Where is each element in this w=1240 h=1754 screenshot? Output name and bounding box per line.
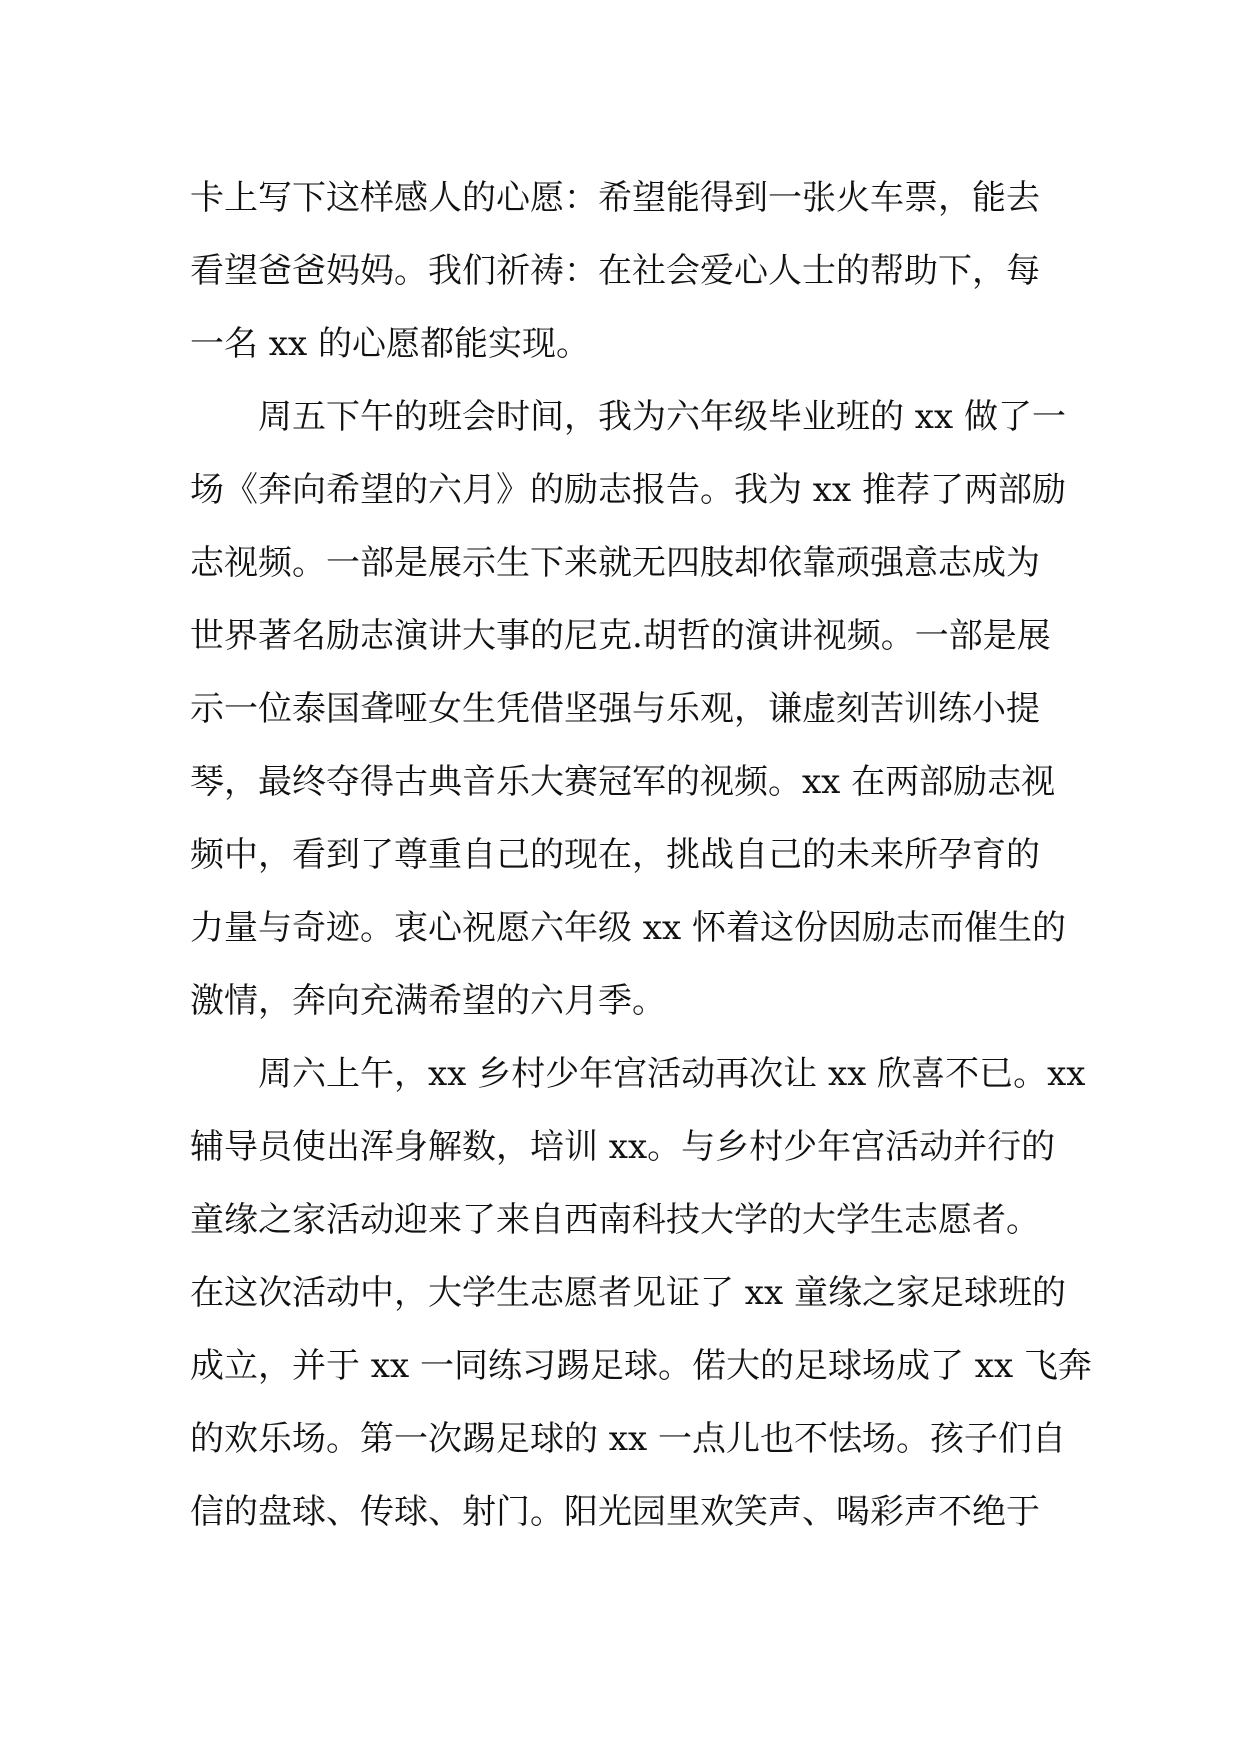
text-line: 频中，看到了尊重自己的现在，挑战自己的未来所孕育的 [190,835,1040,875]
text-line: 世界著名励志演讲大事的尼克.胡哲的演讲视频。一部是展 [190,616,1051,656]
body-text [190,162,1092,1549]
text-line: 一名 xx 的心愿都能实现。 [190,324,590,364]
text-line: 周六上午，xx 乡村少年宫活动再次让 xx 欣喜不已。xx [190,1054,1086,1094]
text-line: 琴，最终夺得古典音乐大赛冠军的视频。xx 在两部励志视 [190,762,1056,802]
text-line: 激情，奔向充满希望的六月季。 [190,981,666,1021]
text-line: 在这次活动中，大学生志愿者见证了 xx 童缘之家足球班的 [190,1273,1066,1313]
text-line: 示一位泰国聋哑女生凭借坚强与乐观，谦虚刻苦训练小提 [190,689,1040,729]
text-line: 力量与奇迹。衷心祝愿六年级 xx 怀着这份因励志而催生的 [190,908,1066,948]
text-line: 辅导员使出浑身解数，培训 xx。与乡村少年宫活动并行的 [190,1127,1056,1167]
text-line: 信的盘球、传球、射门。阳光园里欢笑声、喝彩声不绝于 [190,1492,1040,1532]
text-line: 志视频。一部是展示生下来就无四肢却依靠顽强意志成为 [190,543,1040,583]
text-line: 的欢乐场。第一次踢足球的 xx 一点儿也不怯场。孩子们自 [190,1419,1066,1459]
text-line: 场《奔向希望的六月》的励志报告。我为 xx 推荐了两部励 [190,470,1066,510]
text-line: 周五下午的班会时间，我为六年级毕业班的 xx 做了一 [190,397,1066,437]
text-line: 童缘之家活动迎来了来自西南科技大学的大学生志愿者。 [190,1200,1040,1240]
text-line: 看望爸爸妈妈。我们祈祷：在社会爱心人士的帮助下，每 [190,251,1040,291]
text-line: 卡上写下这样感人的心愿：希望能得到一张火车票，能去 [190,178,1040,218]
text-line: 成立，并于 xx 一同练习踢足球。偌大的足球场成了 xx 飞奔 [190,1346,1092,1386]
